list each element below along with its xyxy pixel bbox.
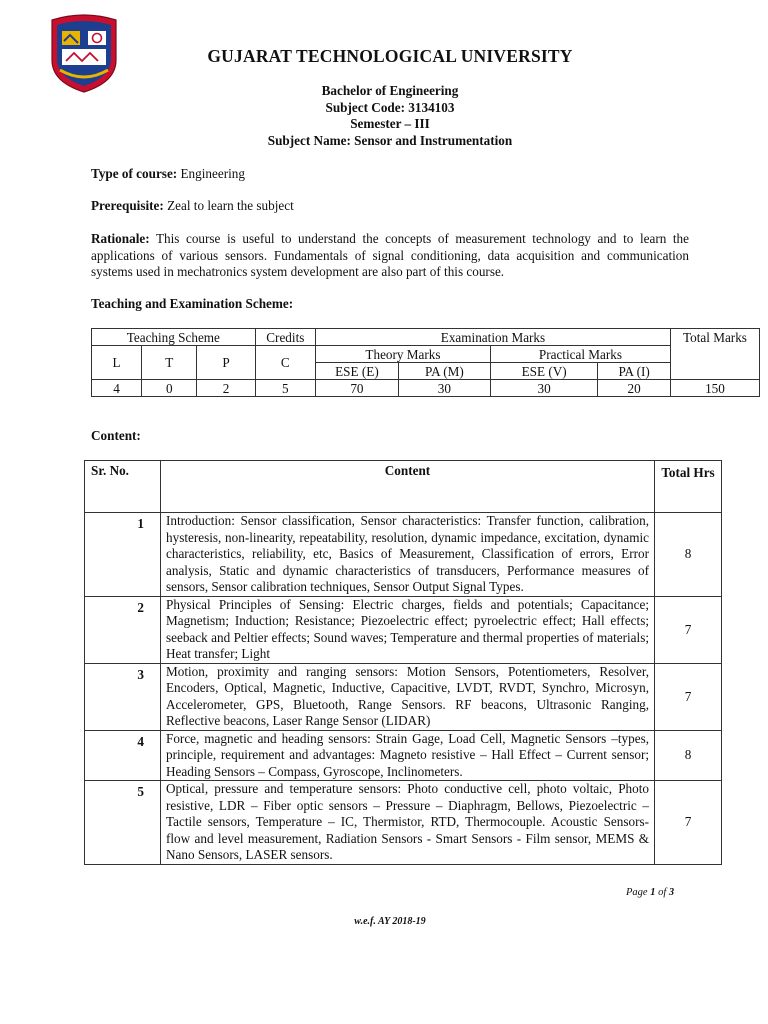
ese-e-header: ESE (E): [316, 363, 399, 380]
practical-header: Practical Marks: [490, 346, 670, 363]
row-content: Motion, proximity and ranging sensors: Motion Sensors, Potentiometers, Resolver, Encoders, Optical, Magnetic, Inductive, Capacitive, LVDT, RVDT, Synchro, Microsyn, Accelerometer, GPS, Bluetooth, Range Sensors. RF beacons, Ultrasonic Ranging, Reflective beacons, Laser Range Sensor (LIDAR): [161, 663, 655, 730]
table-row: [85, 663, 722, 730]
ese-e-value: 70: [316, 380, 399, 397]
page-prefix: Page: [626, 887, 648, 898]
total-marks-header: Total Marks: [670, 329, 759, 380]
semester: Semester – III: [350, 116, 430, 131]
row-hrs: 7: [655, 781, 722, 865]
prerequisite: [91, 198, 689, 215]
pa-i-value: 20: [598, 380, 671, 397]
scheme-table: [91, 328, 760, 397]
subject-name: Subject Name: Sensor and Instrumentation: [267, 133, 513, 148]
t-header: T: [142, 346, 197, 380]
p-value: 2: [197, 380, 255, 397]
p-header: P: [197, 346, 255, 380]
l-value: 4: [92, 380, 142, 397]
total-value: 150: [670, 380, 759, 397]
pa-m-value: 30: [398, 380, 490, 397]
page-current: 1: [650, 887, 656, 898]
row-sr: 4: [85, 730, 161, 781]
c-value: 5: [255, 380, 315, 397]
c-header: C: [255, 346, 315, 380]
type-value: Engineering: [180, 166, 245, 181]
total-hrs-header: Total Hrs: [655, 461, 722, 513]
table-row: [85, 513, 722, 597]
prereq-label: Prerequisite:: [91, 198, 164, 213]
credits-header: Credits: [255, 329, 315, 346]
content-heading: Content:: [91, 428, 141, 443]
type-label: Type of course:: [91, 166, 178, 181]
rationale: [91, 231, 689, 281]
row-sr: 5: [85, 781, 161, 865]
content-table: [84, 460, 722, 865]
row-sr: 1: [85, 513, 161, 597]
ese-v-value: 30: [490, 380, 597, 397]
page-number: [626, 887, 674, 898]
t-value: 0: [142, 380, 197, 397]
degree: Bachelor of Engineering: [321, 83, 459, 98]
content-header: Content: [161, 461, 655, 513]
teaching-scheme-header: Teaching Scheme: [92, 329, 256, 346]
exam-marks-header: Examination Marks: [316, 329, 671, 346]
rationale-label: Rationale:: [91, 231, 150, 246]
subject-code: Subject Code: 3134103: [325, 100, 455, 115]
row-hrs: 8: [655, 730, 722, 781]
row-hrs: 7: [655, 663, 722, 730]
row-hrs: 8: [655, 513, 722, 597]
prereq-value: Zeal to learn the subject: [167, 198, 294, 213]
row-content: Force, magnetic and heading sensors: Strain Gage, Load Cell, Magnetic Sensors –types, principle, requirement and advantages: Magneto resistive – Hall Effect – Current sensor; Heading Sensors – Compass, Gyroscope, Inclinometers.: [161, 730, 655, 781]
table-row: [85, 781, 722, 865]
row-content: Optical, pressure and temperature sensors: Photo conductive cell, photo voltaic, Photo resistive, LDR – Fiber optic sensors – Pressure – Diaphragm, Bellows, Piezoelectric – Tactile sensors, Temperature – IC, Thermistor, RTD, Thermocouple. Acoustic Sensors- flow and level measurement, Radiation Sensors - Smart Sensors - Film sensor, MEMS & Nano Sensors, LASER sensors.: [161, 781, 655, 865]
theory-header: Theory Marks: [316, 346, 491, 363]
pa-i-header: PA (I): [598, 363, 671, 380]
table-row: [85, 730, 722, 781]
pa-m-header: PA (M): [398, 363, 490, 380]
row-content: Physical Principles of Sensing: Electric charges, fields and potentials; Capacitance; Magnetism; Induction; Resistance; Piezoelectric effect; pyroelectric effect; Hall effects; seeback and Peltier effects; Sound waves; Temperature and thermal properties of materials; Heat transfer; Light: [161, 596, 655, 663]
table-row: [85, 596, 722, 663]
ese-v-header: ESE (V): [490, 363, 597, 380]
row-sr: 3: [85, 663, 161, 730]
sr-no-header: Sr. No.: [85, 461, 161, 513]
rationale-value: This course is useful to understand the concepts of measurement technology and to learn the applications of various sensors. Fundamentals of signal conditioning, data acquisition and communication systems used in mechatronics system development are also part of this course.: [91, 231, 689, 279]
university-name: GUJARAT TECHNOLOGICAL UNIVERSITY: [207, 46, 573, 66]
row-sr: 2: [85, 596, 161, 663]
scheme-heading: Teaching and Examination Scheme:: [91, 296, 294, 311]
wef-footer: w.e.f. AY 2018-19: [354, 916, 426, 927]
row-hrs: 7: [655, 596, 722, 663]
l-header: L: [92, 346, 142, 380]
type-of-course: [91, 166, 689, 183]
page-total: 3: [668, 887, 675, 898]
row-content: Introduction: Sensor classification, Sensor characteristics: Transfer function, calibration, hysteresis, non-linearity, repeatability, resolution, dynamic impedance, excitation, dynamic characteristics, reliability, etc, Basics of Measurement, Classification of errors, Error analysis, Static and dynamic characteristics of transducers, Performance measures of sensors, Sensor calibration techniques, Sensor Output Signal Types.: [161, 513, 655, 597]
page-of: of: [658, 887, 667, 898]
